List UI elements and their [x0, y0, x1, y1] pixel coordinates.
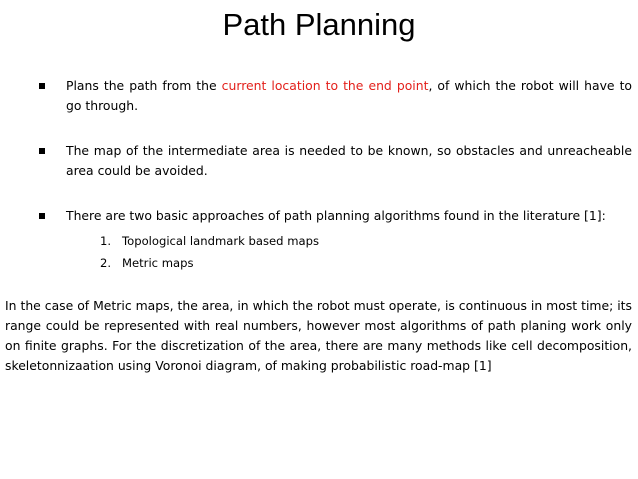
sublist-text: Topological landmark based maps: [122, 234, 320, 248]
sublist-item: [100, 252, 632, 274]
sublist-item: [100, 230, 632, 252]
sublist-number: 2.: [100, 256, 112, 270]
square-bullet-icon: [39, 83, 45, 89]
bullet-item: [30, 76, 632, 116]
page-title: Path Planning: [222, 7, 416, 42]
square-bullet-icon: [39, 213, 45, 219]
body-paragraph: In the case of Metric maps, the area, in which the robot must operate, is continuous in most time; its range could be represented with real numbers, however most algorithms of path planing work only on finite graphs. For the discretization of the area, there are many methods like cell decomposition, skeletonnizaation using Voronoi diagram, of making probabilistic road-map [1]: [5, 298, 632, 373]
bullet-text-start: Plans the path from the: [66, 78, 222, 93]
sublist-number: 1.: [100, 234, 112, 248]
square-bullet-icon: [39, 148, 45, 154]
bullet-item: [30, 141, 632, 181]
bullet-highlight-text: current location to the end point: [221, 78, 429, 93]
bullet-text: The map of the intermediate area is needed to be known, so obstacles and unreacheable area could be avoided.: [66, 143, 632, 178]
sublist-text: Metric maps: [122, 256, 194, 270]
bullet-text-end: , of which the robot will have to go through.: [66, 78, 633, 113]
bullet-item: [30, 206, 632, 226]
bullet-list: [30, 76, 632, 274]
numbered-sublist: [30, 230, 632, 274]
bullet-text: There are two basic approaches of path planning algorithms found in the literature [1]:: [66, 208, 606, 223]
